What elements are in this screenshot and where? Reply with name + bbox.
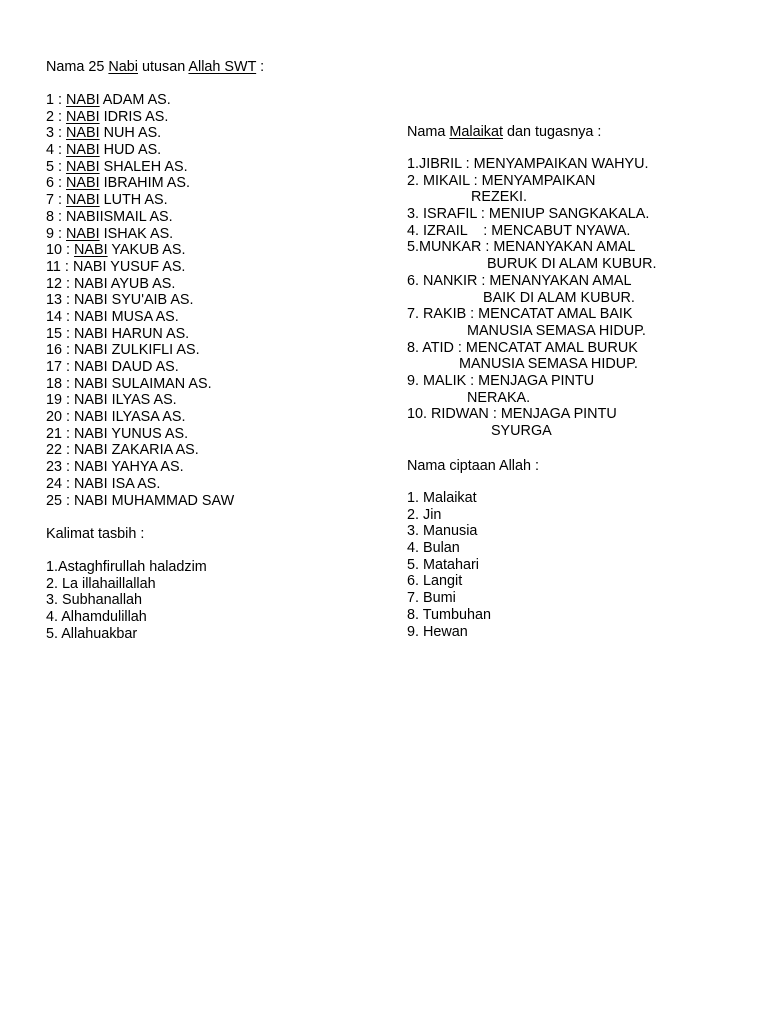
title-mid: utusan (138, 59, 189, 75)
item-name: NABIISMAIL AS. (66, 208, 173, 225)
item-name: YAKUB AS. (107, 242, 186, 259)
nabi-item (46, 309, 234, 326)
nabi-item (46, 142, 234, 159)
tasbih-item: 5. Allahuakbar (46, 625, 138, 642)
item-name: NABI MUSA AS. (74, 308, 179, 325)
nabi-list (46, 92, 234, 509)
nabi-item (46, 192, 234, 209)
tasbih-item: 3. Subhanallah (46, 592, 143, 609)
tasbih-item: 2. La illahaillallah (46, 575, 156, 592)
item-nabi-underlined: NABI (66, 225, 100, 242)
item-name: SHALEH AS. (99, 158, 188, 175)
item-name: NABI YUNUS AS. (74, 425, 189, 442)
nabi-item (46, 259, 234, 276)
item-name: NABI YAHYA AS. (74, 459, 184, 476)
item-nabi-underlined: NABI (66, 92, 100, 108)
item-name: NABI ZAKARIA AS. (74, 442, 199, 459)
ciptaan-item: 4. Bulan (407, 540, 460, 557)
item-number: 17 : (46, 359, 75, 375)
item-number: 18 : (46, 375, 75, 392)
item-number: 3 : (46, 125, 66, 142)
ciptaan-list (407, 490, 491, 640)
malaikat-line: NERAKA. (407, 389, 531, 406)
ciptaan-item: 5. Matahari (407, 556, 479, 573)
item-number: 5 : (46, 158, 66, 175)
ciptaan-item: 2. Jin (407, 506, 442, 523)
tasbih-item: 4. Alhamdulillah (46, 609, 147, 626)
malaikat-section-title (407, 124, 601, 141)
item-number: 20 : (46, 409, 75, 426)
item-number: 21 : (46, 425, 75, 442)
item-name: NABI ILYAS AS. (74, 392, 177, 409)
item-number: 4 : (46, 142, 66, 159)
item-name: NUH AS. (99, 125, 162, 142)
malaikat-line: 6. NANKIR : MENANYAKAN AMAL (407, 272, 632, 289)
item-nabi-underlined: NABI (74, 242, 108, 259)
item-name: NABI SYU'AIB AS. (74, 292, 194, 309)
title-allah-underlined: Allah SWT (188, 59, 257, 75)
item-number: 2 : (46, 108, 66, 125)
item-nabi-underlined: NABI (66, 175, 100, 192)
item-number: 6 : (46, 175, 66, 192)
nabi-item (46, 426, 234, 443)
item-number: 19 : (46, 392, 75, 409)
nabi-item (46, 175, 234, 192)
item-nabi-underlined: NABI (66, 125, 100, 142)
malaikat-line: 5.MUNKAR : MENANYAKAN AMAL (407, 239, 636, 256)
item-name: IDRIS AS. (99, 108, 169, 125)
item-name: NABI AYUB AS. (74, 275, 176, 292)
nabi-item (46, 209, 234, 226)
malaikat-list (407, 156, 657, 440)
title-prefix: Nama (407, 124, 450, 140)
malaikat-line: MANUSIA SEMASA HIDUP. (407, 322, 646, 339)
title-nabi-underlined: Nabi (108, 59, 138, 75)
item-number: 16 : (46, 342, 75, 359)
tasbih-item: 1.Astaghfirullah haladzim (46, 559, 207, 575)
title-malaikat-underlined: Malaikat (449, 124, 503, 140)
nabi-item (46, 493, 234, 510)
malaikat-line: 7. RAKIB : MENCATAT AMAL BAIK (407, 306, 633, 323)
nabi-item (46, 159, 234, 176)
nabi-item (46, 242, 234, 259)
item-name: NABI MUHAMMAD SAW (74, 492, 235, 509)
item-name: ADAM AS. (99, 92, 171, 108)
item-nabi-underlined: NABI (66, 192, 100, 209)
item-name: HUD AS. (99, 142, 162, 159)
item-name: NABI SULAIMAN AS. (74, 375, 212, 392)
item-number: 11 : (46, 258, 73, 275)
malaikat-line: MANUSIA SEMASA HIDUP. (407, 356, 638, 373)
ciptaan-item: 1. Malaikat (407, 490, 477, 506)
malaikat-line: 4. IZRAIL : MENCABUT NYAWA. (407, 222, 631, 239)
malaikat-line: 8. ATID : MENCATAT AMAL BURUK (407, 339, 638, 356)
nabi-item (46, 326, 234, 343)
item-nabi-underlined: NABI (66, 142, 100, 159)
item-number: 24 : (46, 475, 75, 492)
item-number: 9 : (46, 225, 66, 242)
ciptaan-item: 9. Hewan (407, 623, 468, 640)
nabi-item (46, 476, 234, 493)
item-name: NABI DAUD AS. (74, 359, 179, 375)
item-number: 8 : (46, 208, 66, 225)
item-nabi-underlined: NABI (66, 158, 100, 175)
malaikat-line: BURUK DI ALAM KUBUR. (407, 256, 657, 273)
nabi-section-title (46, 59, 264, 76)
item-name: NABI ZULKIFLI AS. (74, 342, 200, 359)
nabi-item (46, 459, 234, 476)
malaikat-line: 3. ISRAFIL : MENIUP SANGKAKALA. (407, 206, 650, 223)
title-suffix: dan tugasnya : (502, 124, 602, 140)
item-number: 15 : (46, 325, 75, 342)
item-name: NABI YUSUF AS. (72, 258, 186, 275)
item-nabi-underlined: NABI (66, 108, 100, 125)
malaikat-line: 1.JIBRIL : MENYAMPAIKAN WAHYU. (407, 156, 649, 172)
item-number: 13 : (46, 292, 75, 309)
malaikat-line: 2. MIKAIL : MENYAMPAIKAN (407, 172, 596, 189)
item-number: 10 : (46, 242, 75, 259)
item-name: LUTH AS. (99, 192, 168, 209)
nabi-item (46, 376, 234, 393)
nabi-item (46, 442, 234, 459)
item-name: IBRAHIM AS. (99, 175, 190, 192)
nabi-item (46, 342, 234, 359)
nabi-item (46, 125, 234, 142)
item-name: NABI HARUN AS. (74, 325, 190, 342)
item-number: 23 : (46, 459, 75, 476)
item-number: 14 : (46, 308, 75, 325)
item-number: 12 : (46, 275, 75, 292)
item-number: 7 : (46, 192, 66, 209)
title-prefix: Nama 25 (46, 59, 109, 75)
malaikat-line: 9. MALIK : MENJAGA PINTU (407, 372, 595, 389)
nabi-item (46, 359, 234, 376)
ciptaan-section-title: Nama ciptaan Allah : (407, 458, 539, 474)
tasbih-list (46, 559, 207, 642)
item-name: NABI ISA AS. (74, 475, 161, 492)
nabi-item (46, 409, 234, 426)
ciptaan-item: 6. Langit (407, 573, 463, 590)
ciptaan-item: 8. Tumbuhan (407, 606, 492, 623)
tasbih-section-title: Kalimat tasbih : (46, 526, 145, 542)
nabi-item (46, 392, 234, 409)
ciptaan-item: 3. Manusia (407, 523, 478, 540)
title-suffix: : (256, 59, 265, 75)
malaikat-line: 10. RIDWAN : MENJAGA PINTU (407, 406, 617, 423)
item-number: 25 : (46, 492, 75, 509)
item-number: 22 : (46, 442, 75, 459)
nabi-item (46, 92, 234, 109)
nabi-item (46, 109, 234, 126)
item-name: NABI ILYASA AS. (74, 409, 186, 426)
ciptaan-item: 7. Bumi (407, 590, 456, 607)
nabi-item (46, 276, 234, 293)
malaikat-line: BAIK DI ALAM KUBUR. (407, 289, 635, 306)
malaikat-line: SYURGA (407, 423, 552, 439)
nabi-item (46, 292, 234, 309)
nabi-item (46, 226, 234, 243)
item-number: 1 : (46, 92, 66, 108)
malaikat-line: REZEKI. (407, 189, 527, 206)
item-name: ISHAK AS. (99, 225, 174, 242)
